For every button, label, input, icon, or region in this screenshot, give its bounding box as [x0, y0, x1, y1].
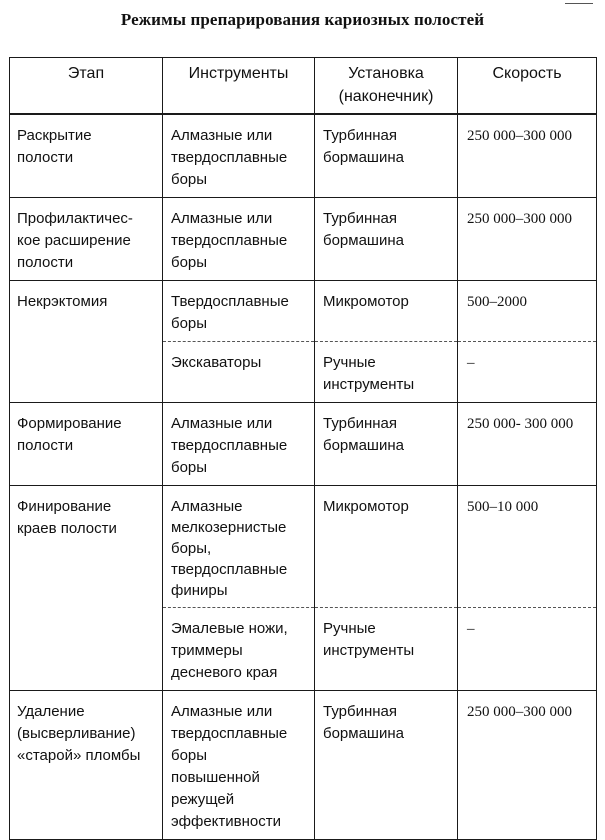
table-header-row [10, 58, 597, 115]
cell-device: Турбинная бормашина [315, 691, 458, 840]
table-row [10, 281, 597, 342]
cell-instruments: Алмазные или твердосплавные боры [163, 403, 315, 486]
cell-speed: – [458, 608, 597, 691]
cell-instruments: Алмазные или твердосплавные боры [163, 114, 315, 198]
cell-device: Микромотор [315, 281, 458, 342]
cell-speed: 250 000–300 000 [458, 691, 597, 840]
cell-stage: Формирование полости [10, 403, 163, 486]
page-title: Режимы препарирования кариозных полостей [120, 10, 485, 29]
cell-instruments: Твердосплавные боры [163, 281, 315, 342]
cell-instruments: Алмазные или твердосплавные боры [163, 198, 315, 281]
cell-stage: Удаление (высверливание) «старой» пломбы [10, 691, 163, 840]
preparation-modes-table [9, 57, 597, 840]
cell-speed: – [458, 342, 597, 403]
table-row [10, 486, 597, 608]
header-stage: Этап [10, 58, 163, 115]
header-device: Установка (наконечник) [315, 58, 458, 115]
cell-instruments: Эмалевые ножи, триммеры десневого края [163, 608, 315, 691]
cell-speed: 500–10 000 [458, 486, 597, 608]
header-instruments: Инструменты [163, 58, 315, 115]
table-row [10, 114, 597, 198]
cell-stage: Финирование краев полости [10, 486, 163, 691]
scan-edge-mark [565, 0, 593, 4]
table-row [10, 403, 597, 486]
cell-device: Микромотор [315, 486, 458, 608]
cell-device: Ручные инструменты [315, 342, 458, 403]
cell-speed: 250 000–300 000 [458, 198, 597, 281]
cell-instruments: Экскаваторы [163, 342, 315, 403]
cell-speed: 500–2000 [458, 281, 597, 342]
header-speed: Скорость [458, 58, 597, 115]
cell-instruments: Алмазные или твердосплавные боры повышенной режущей эффективности [163, 691, 315, 840]
cell-device: Ручные инструменты [315, 608, 458, 691]
cell-device: Турбинная бормашина [315, 403, 458, 486]
table-row [10, 691, 597, 840]
cell-device: Турбинная бормашина [315, 198, 458, 281]
cell-speed: 250 000- 300 000 [458, 403, 597, 486]
cell-stage: Некрэктомия [10, 281, 163, 403]
cell-stage: Раскрытие полости [10, 114, 163, 198]
cell-device: Турбинная бормашина [315, 114, 458, 198]
cell-instruments: Алмазные мелкозернистые боры, твердосплавные финиры [163, 486, 315, 608]
table-row [10, 198, 597, 281]
cell-speed: 250 000–300 000 [458, 114, 597, 198]
cell-stage: Профилактичес- кое расширение полости [10, 198, 163, 281]
